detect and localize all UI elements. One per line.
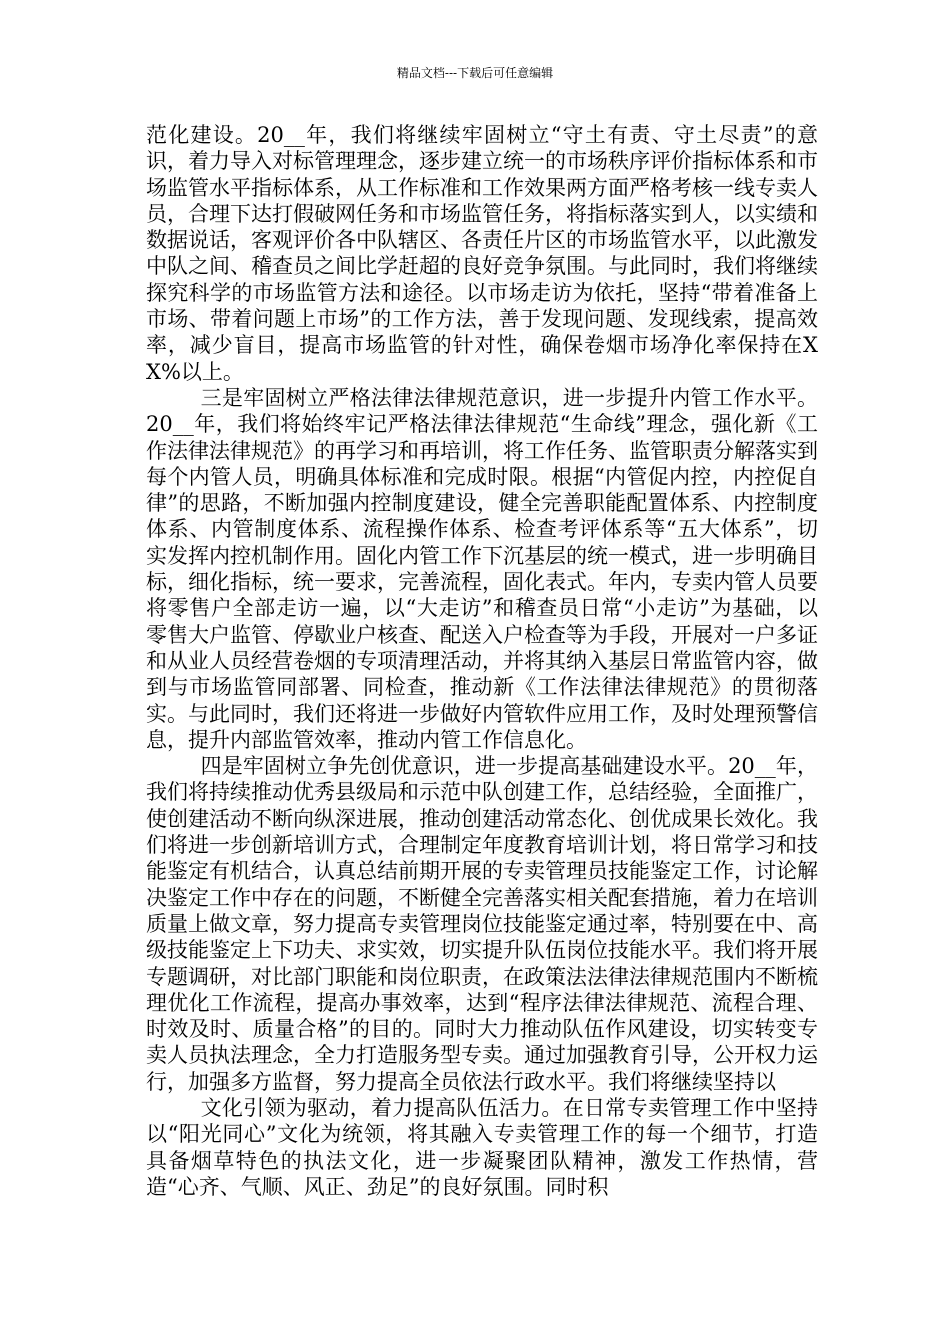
paragraph-1: 范化建设。20__年，我们将继续牢固树立“守土有责、守土尽责”的意识，着力导入对标管理理念，逐步建立统一的市场秩序评价指标体系和市场监管水平指标体系，从工作标准和工作效果两方面严格考核一线专卖人员，合理下达打假破网任务和市场监管任务，将指标落实到人，以实绩和数据说话，客观评价各中队辖区、各责任片区的市场监管水平，以此激发中队之间、稽查员之间比学赶超的良好竞争氛围。与此同时，我们将继续探究科学的市场监管方法和途径。以市场走访为依托，坚持“带着准备上市场、带着问题上市场”的工作方法，善于发现问题、发现线索，提高效率，减少盲目，提高市场监管的针对性，确保卷烟市场净化率保持在XX%以上。 (146, 123, 818, 384)
page-header: 精品文档---下载后可任意编辑 (396, 66, 554, 80)
paragraph-2: 三是牢固树立严格法律法律规范意识，进一步提升内管工作水平。20__年，我们将始终牢记严格法律法律规范“生命线”理念，强化新《工作法律法律规范》的再学习和再培训，将工作任务、监管职责分解落实到每个内管人员，明确具体标准和完成时限。根据“内管促内控，内控促自律”的思路，不断加强内控制度建设，健全完善职能配置体系、内控制度体系、内管制度体系、流程操作体系、检查考评体系等“五大体系”，切实发挥内控机制作用。固化内管工作下沉基层的统一模式，进一步明确目标，细化指标，统一要求，完善流程，固化表式。年内，专卖内管人员要将零售户全部走访一遍，以“大走访”和稽查员日常“小走访”为基础，以零售大户监管、停歇业户核查、配送入户检查等为手段，开展对一户多证和从业人员经营卷烟的专项清理活动，并将其纳入基层日常监管内容，做到与市场监管同部署、同检查，推动新《工作法律法律规范》的贯彻落实。与此同时，我们还将进一步做好内管软件应用工作，及时处理预警信息，提升内部监管效率，推动内管工作信息化。 (146, 385, 818, 752)
document-body (146, 122, 818, 1200)
paragraph-3: 四是牢固树立争先创优意识，进一步提高基础建设水平。20__年，我们将持续推动优秀县级局和示范中队创建工作，总结经验，全面推广，使创建活动不断向纵深进展，推动创建活动常态化、创优成果长效化。我们将进一步创新培训方式，合理制定年度教育培训计划，将日常学习和技能鉴定有机结合，认真总结前期开展的专卖管理员技能鉴定工作，讨论解决鉴定工作中存在的问题，不断健全完善落实相关配套措施，着力在培训质量上做文章，努力提高专卖管理岗位技能鉴定通过率，特别要在中、高级技能鉴定上下功夫、求实效，切实提升队伍岗位技能水平。我们将开展专题调研，对比部门职能和岗位职责，在政策法法律法律规范围内不断梳理优化工作流程，提高办事效率，达到“程序法律法律规范、流程合理、时效及时、质量合格”的目的。同时大力推动队伍作风建设，切实转变专卖人员执法理念，全力打造服务型专卖。通过加强教育引导，公开权力运行，加强多方监督，努力提高全员依法行政水平。我们将继续坚持以 (146, 754, 818, 1094)
paragraph-4: 文化引领为驱动，着力提高队伍活力。在日常专卖管理工作中坚持以“阳光同心”文化为统领，将其融入专卖管理工作的每一个细节，打造具备烟草特色的执法文化，进一步凝聚团队精神，激发工作热情，营造“心齐、气顺、风正、劲足”的良好氛围。同时积 (146, 1095, 818, 1199)
